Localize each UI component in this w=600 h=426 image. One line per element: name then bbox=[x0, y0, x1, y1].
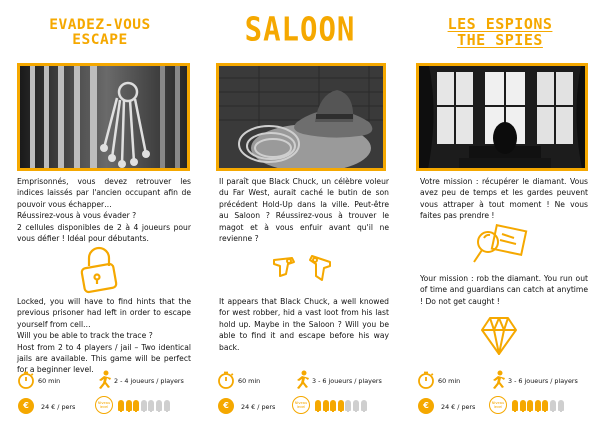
duration: 60 min bbox=[38, 377, 61, 385]
level-badge: Niveau level bbox=[489, 396, 507, 414]
difficulty-pin bbox=[338, 400, 344, 411]
difficulty-pin bbox=[148, 400, 154, 411]
duration: 60 min bbox=[238, 377, 261, 385]
difficulty-pin bbox=[353, 400, 359, 411]
french-description: Votre mission : récupérer le diamant. Vous avez peu de temps et les gardes peuvent vous attraper à tout moment ! Ne vous faites pas prendre ! bbox=[420, 177, 588, 221]
difficulty-pin bbox=[558, 400, 564, 411]
english-description: Your mission : rob the diamant. You run out of time and guardians can catch at anytime ! Do not get caught ! bbox=[420, 274, 588, 306]
difficulty-pin bbox=[126, 400, 132, 411]
players: 3 - 6 joueurs / players bbox=[312, 377, 382, 385]
euro-icon: € bbox=[418, 398, 434, 414]
price: 24 € / pers bbox=[441, 403, 476, 411]
french-description: Il paraît que Black Chuck, un célèbre voleur du Far West, aurait caché le butin de son précédent Hold-Up dans la ville. Peut-être au Saloon ? Réussirez-vous à trouver le magot et à vous enfuir avant qu'il ne revienne ? bbox=[219, 177, 389, 243]
euro-icon: € bbox=[218, 398, 234, 414]
players: 3 - 6 joueurs / players bbox=[508, 377, 578, 385]
stopwatch-icon bbox=[217, 371, 235, 393]
stopwatch-icon bbox=[17, 371, 35, 393]
level-badge: Niveau level bbox=[95, 396, 113, 414]
diamond-icon bbox=[478, 316, 520, 360]
difficulty-pin bbox=[345, 400, 351, 411]
level-badge: Niveau level bbox=[292, 396, 310, 414]
cowboy-hat-photo bbox=[216, 63, 386, 171]
players: 2 - 4 joueurs / players bbox=[114, 377, 184, 385]
difficulty-pin bbox=[520, 400, 526, 411]
difficulty-rating bbox=[315, 400, 367, 411]
french-description: Emprisonnés, vous devez retrouver les indices laissés par l'ancien occupant afin de pouvoir vous échapper… Réussirez-vous à vous évader ? 2 cellules disponibles de 2 à 4 joueurs pour vous défier ! Idéal pour débutants. bbox=[17, 177, 191, 243]
difficulty-pin bbox=[315, 400, 321, 411]
magnifier-map-icon bbox=[470, 224, 530, 272]
room-card-spies bbox=[400, 0, 600, 426]
difficulty-pin bbox=[156, 400, 162, 411]
stopwatch-icon bbox=[417, 371, 435, 393]
difficulty-pin bbox=[527, 400, 533, 411]
room-card-escape bbox=[0, 0, 200, 426]
room-title: EVADEZ-VOUS ESCAPE bbox=[49, 17, 151, 49]
difficulty-pin bbox=[550, 400, 556, 411]
difficulty-pin bbox=[535, 400, 541, 411]
prison-keys-photo bbox=[17, 63, 190, 171]
running-man-icon bbox=[93, 370, 113, 394]
office-spies-photo bbox=[416, 63, 588, 171]
difficulty-pin bbox=[330, 400, 336, 411]
difficulty-pin bbox=[512, 400, 518, 411]
revolvers-icon bbox=[272, 252, 332, 292]
difficulty-pin bbox=[542, 400, 548, 411]
difficulty-pin bbox=[323, 400, 329, 411]
price: 24 € / pers bbox=[41, 403, 76, 411]
english-description: Locked, you will have to find hints that the previous prisoner had left in order to escape yourself from cell… Will you be able to track the trace ? Host from 2 to 4 players / jail – Two identical jails are available. This game will be perfect for a beginner level. bbox=[17, 297, 191, 375]
room-title: LES ESPIONS THE SPIES bbox=[447, 15, 553, 49]
duration: 60 min bbox=[438, 377, 461, 385]
room-card-saloon bbox=[200, 0, 400, 426]
difficulty-pin bbox=[118, 400, 124, 411]
running-man-icon bbox=[291, 370, 311, 394]
difficulty-pin bbox=[133, 400, 139, 411]
padlock-icon bbox=[75, 244, 123, 298]
difficulty-pin bbox=[164, 400, 170, 411]
price: 24 € / pers bbox=[241, 403, 276, 411]
difficulty-rating bbox=[118, 400, 170, 411]
difficulty-pin bbox=[141, 400, 147, 411]
room-title: SALOON bbox=[244, 9, 356, 49]
euro-icon: € bbox=[18, 398, 34, 414]
english-description: It appears that Black Chuck, a well knowed for west robber, hid a vast loot from his last hold up. Maybe in the Saloon ? Will you be able to find it and escape before his way back. bbox=[219, 297, 389, 352]
difficulty-pin bbox=[361, 400, 367, 411]
running-man-icon bbox=[487, 370, 507, 394]
difficulty-rating bbox=[512, 400, 564, 411]
